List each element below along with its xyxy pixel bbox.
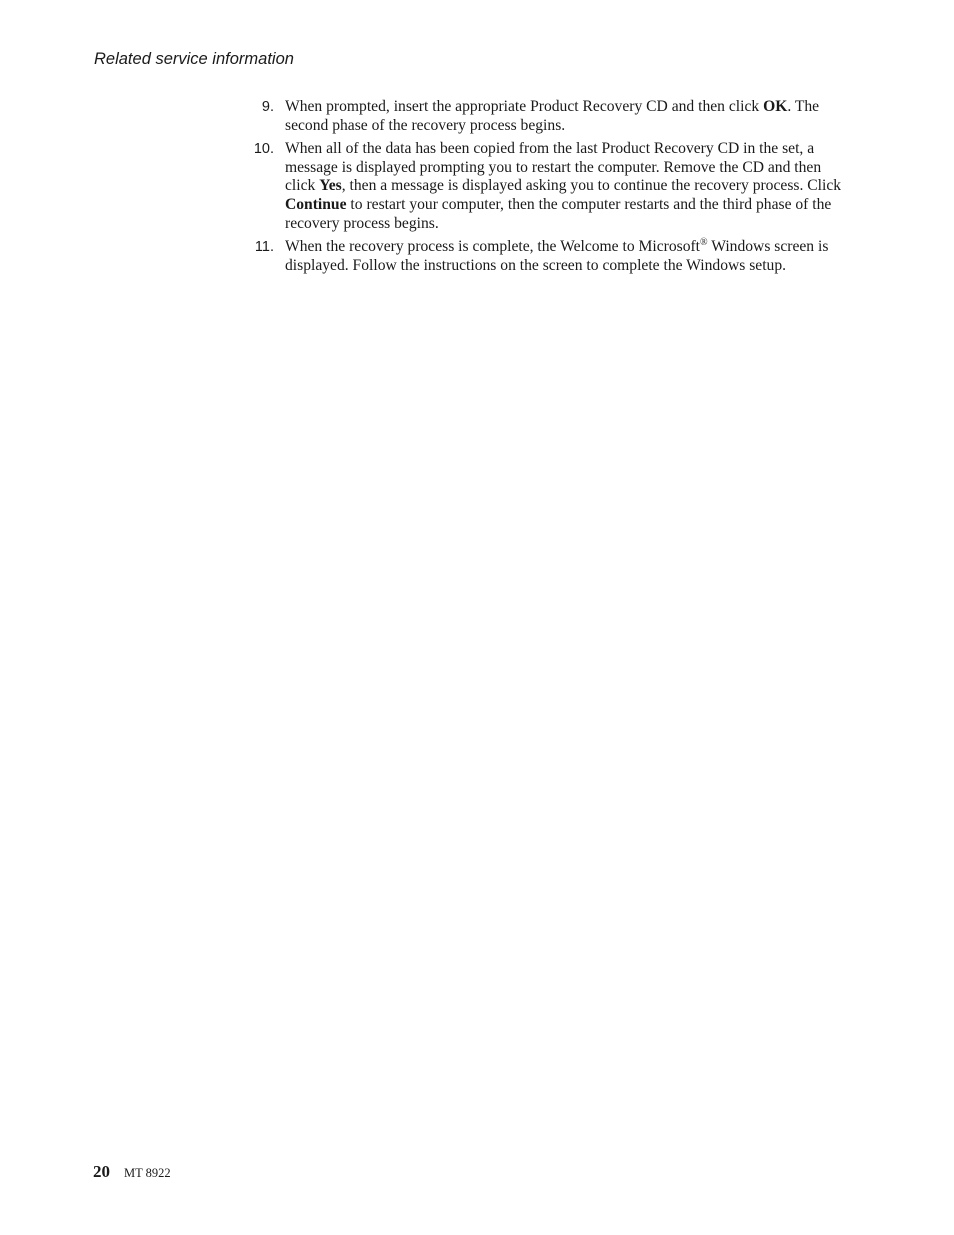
continue-button-reference: Continue (285, 195, 347, 213)
yes-button-reference: Yes (319, 177, 342, 195)
step-text-segment: Windows screen is displayed. Follow the instructions on the screen to complete the Windows setup. (285, 238, 829, 274)
step-text-segment: to restart your computer, then the computer restarts and the third phase of the recovery process begins. (285, 195, 832, 232)
step-text-segment: When all of the data has been copied from the last Product Recovery CD in the set, a message is displayed prompting you to restart the computer. Remove the CD and then click (285, 140, 822, 195)
step-text-segment: When prompted, insert the appropriate Product Recovery CD and then click (285, 98, 764, 115)
step-text-segment: When the recovery process is complete, the Welcome to Microsoft (285, 238, 701, 256)
step-item (248, 238, 848, 275)
step-number: 9. (261, 99, 274, 115)
step-text (285, 98, 848, 135)
page-number: 20 (93, 1162, 110, 1181)
step-number: 11. (254, 239, 274, 256)
step-text (285, 140, 848, 233)
machine-type-label: MT 8922 (124, 1166, 171, 1180)
page-footer (93, 1162, 171, 1182)
step-text-segment: , then a message is displayed asking you to continue the recovery process. Click (341, 177, 842, 195)
registered-trademark-mark: ® (700, 237, 708, 249)
step-item (248, 98, 848, 135)
running-header: Related service information (94, 50, 294, 68)
ok-button-reference: OK (763, 98, 788, 115)
step-item (248, 140, 848, 233)
step-text (285, 238, 848, 275)
step-text-segment: . The second phase of the recovery process begins. (285, 98, 820, 134)
procedure-steps-list (248, 98, 848, 280)
step-number: 10. (253, 141, 274, 158)
